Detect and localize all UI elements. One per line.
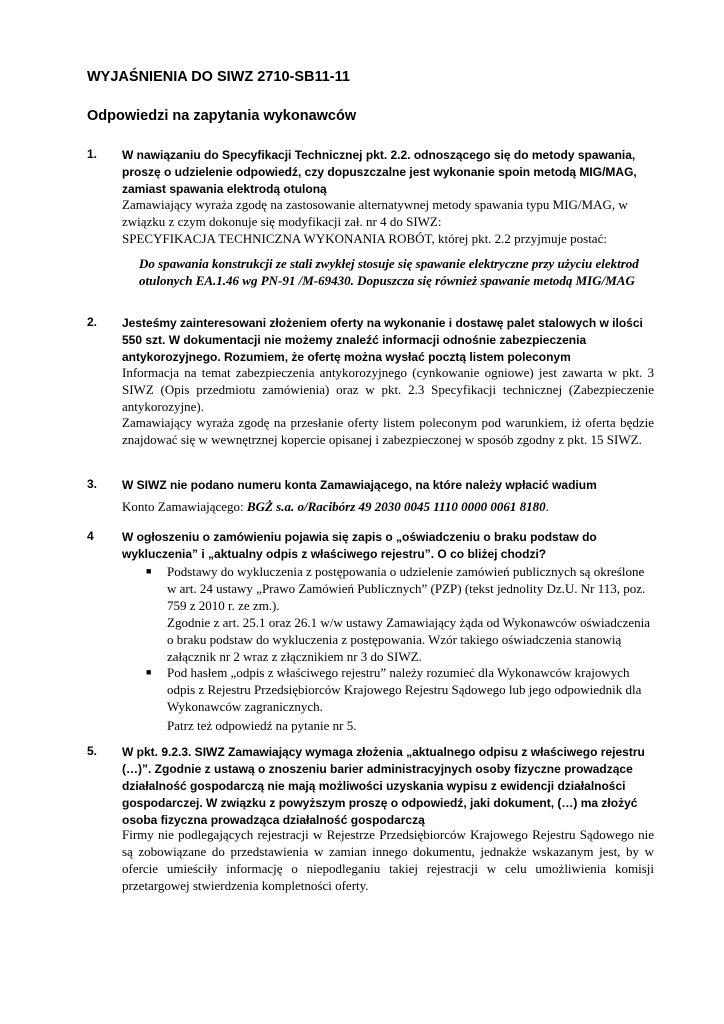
answer-5: Firmy nie podlegających rejestracji w Rejestrze Przedsiębiorców Krajowego Rejestru Sądowego nie są zobowiązane do przedstawienia w zamian innego dokumentu, jednakże wskazanym jest, by w ofercie umieściły informację o niepodleganiu takiej rejestracji w celu umożliwienia komisji przetargowej stwierdzenia kompletności oferty.: [122, 827, 654, 893]
answer-1-line-3: SPECYFIKACJA TECHNICZNA WYKONANIA ROBÓT, której pkt. 2.2 przyjmuje postać:: [122, 231, 607, 246]
answer-2-paragraph-2: Zamawiający wyraża zgodę na przesłanie oferty listem poleconym pod warunkiem, iż oferta będzie znajdować się w wewnętrznej kopercie opisanej i zabezpieczonej w sposób zgodny z pkt. 15 SIWZ.: [122, 415, 654, 447]
answer-4-bullet-2: Pod hasłem „odpis z właściwego rejestru” należy rozumieć dla Wykonawców krajowych odpis z Rejestru Przedsiębiorców Krajowego Rejestru Sądowego lub jego odpowiednik dla Wykonawców zagranicznych.: [167, 665, 642, 714]
answer-1-line-1: Zamawiający wyraża zgodę na zastosowanie alternatywnej metody spawania typu MIG/MAG, w: [122, 197, 628, 212]
question-4-text: W ogłoszeniu o zamówieniu pojawia się zapis o „oświadczeniu o braku podstaw do wykluczenia” i „aktualny odpis z właściwego rejestru”. O co bliżej chodzi?: [122, 530, 597, 561]
question-1-number: 1.: [87, 147, 98, 161]
answer-4-bullet-1-part-1: Podstawy do wykluczenia z postępowania o udzielenie zamówień publicznych są określone w art. 24 ustawy „Prawo Zamówień Publicznych” (PZP) (tekst jednolity Dz.U. Nr 113, poz. 759 z 2010 r. ze zm.).: [167, 564, 646, 613]
answer-4-bullet-1-part-2: Zgodnie z art. 25.1 oraz 26.1 w/w ustawy Zamawiający żąda od Wykonawców oświadczenia o braku podstaw do wykluczenia z postępowania. Wzór takiego oświadczenia stanowią załącznik nr 2 wraz z złącznikiem nr 3 do SIWZ.: [167, 615, 651, 664]
answer-1-line-2: związku z czym dokonuje się modyfikacji zał. nr 4 do SIWZ:: [122, 214, 442, 229]
bullet-square-icon: ■: [146, 667, 152, 677]
question-5-text: W pkt. 9.2.3. SIWZ Zamawiający wymaga złożenia „aktualnego odpisu z właściwego rejestru (…)”. Zgodnie z ustawą o znoszeniu barier administracyjnych osoby fizyczne prowadzące działalność gospodarczą nie mają możliwości uzyskania wypisu z ewidencji działalności gospodarczej. W związku z powyższym proszę o odpowiedź, jaki dokument, (…) ma złożyć osoba fizyczna prowadząca działalność gospodarczą: [122, 745, 645, 827]
page-subtitle: Odpowiedzi na zapytania wykonawców: [87, 108, 357, 124]
answer-3-prefix: Konto Zamawiającego:: [122, 499, 247, 514]
answer-1-quote: Do spawania konstrukcji ze stali zwykłej stosuje się spawanie elektryczne przy użyciu elektrod otulonych EA.1.46 wg PN-91 /M-69430. Dopuszcza się również spawanie metodą MIG/MAG: [139, 256, 639, 288]
question-1-text: W nawiązaniu do Specyfikacji Technicznej pkt. 2.2. odnoszącego się do metody spawania, proszę o udzielenie odpowiedź, czy dopuszczalne jest wykonanie spoin metodą MIG/MAG, zamiast spawania elektrodą otuloną: [122, 148, 637, 196]
question-3-text: W SIWZ nie podano numeru konta Zamawiającego, na które należy wpłacić wadium: [122, 478, 597, 492]
question-2-number: 2.: [87, 315, 98, 329]
question-4-number: 4: [87, 529, 94, 543]
bank-account-number: BGŻ s.a. o/Racibórz 49 2030 0045 1110 0000 0061 8180: [246, 499, 546, 514]
answer-3-suffix: .: [545, 499, 549, 514]
answer-3: [122, 498, 654, 515]
question-3-number: 3.: [87, 477, 98, 491]
bullet-square-icon: ■: [146, 566, 152, 576]
question-2-text: Jesteśmy zainteresowani złożeniem oferty na wykonanie i dostawę palet stalowych w ilości 550 szt. W dokumentacji nie możemy znaleźć informacji odnośnie zabezpieczenia antykorozyjnego. Rozumiem, że ofertę można wysłać pocztą listem poleconym: [122, 316, 643, 364]
answer-4-reference: Patrz też odpowiedź na pytanie nr 5.: [167, 718, 357, 733]
question-5-number: 5.: [87, 744, 98, 758]
answer-2-paragraph-1: Informacja na temat zabezpieczenia antykorozyjnego (cynkowanie ogniowe) jest zawarta w pkt. 3 SIWZ (Opis przedmiotu zamówienia) oraz w pkt. 2.3 Specyfikacji technicznej (Zabezpieczenie antykorozyjne).: [122, 365, 654, 414]
page-title: WYJAŚNIENIA DO SIWZ 2710-SB11-11: [87, 69, 350, 85]
